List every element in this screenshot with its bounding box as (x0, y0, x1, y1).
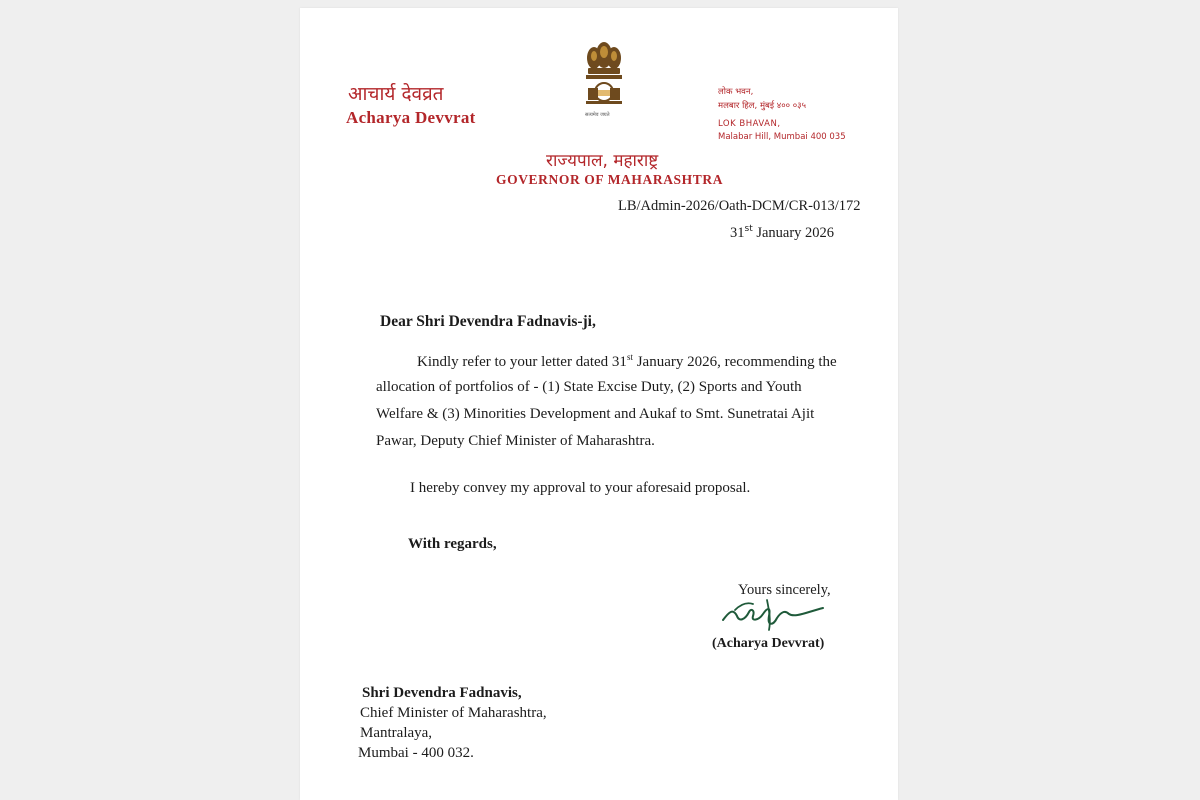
recipient-designation: Chief Minister of Maharashtra, (360, 705, 547, 721)
para1-end: January 2026, recommending the (632, 354, 837, 370)
para1-sup: st (626, 352, 633, 362)
date-month-year: January 2026 (752, 224, 835, 241)
closing: With regards, (408, 536, 497, 552)
recipient-name: Shri Devendra Fadnavis, (362, 685, 522, 701)
office-title-english: GOVERNOR OF MAHARASHTRA (496, 172, 724, 187)
address-hindi-line2: मलबार हिल, मुंबई ४०० ०३५ (718, 101, 806, 111)
paragraph-2: I hereby convey my approval to your aforesaid proposal. (410, 480, 751, 496)
paragraph-1-line-1 (417, 352, 837, 371)
recipient-city: Mumbai - 400 032. (358, 745, 474, 761)
sign-off: Yours sincerely, (738, 582, 831, 598)
sender-name-hindi: आचार्य देवव्रत (348, 83, 444, 105)
signatory-name: (Acharya Devvrat) (712, 636, 825, 651)
address-english-line2: Malabar Hill, Mumbai 400 035 (718, 132, 846, 142)
date-suffix: st (744, 224, 753, 234)
date-day: 31 (730, 224, 745, 241)
office-title-hindi: राज्यपाल, महाराष्ट्र (546, 151, 659, 171)
address-hindi-line1: लोक भवन, (718, 87, 754, 97)
paragraph-1-line-4: Pawar, Deputy Chief Minister of Maharashtra. (376, 433, 655, 449)
letter-date (730, 224, 834, 242)
handwritten-signature (715, 590, 827, 634)
recipient-office: Mantralaya, (360, 725, 433, 741)
para1-start: Kindly refer to your letter dated 31 (417, 354, 627, 370)
sender-name-english: Acharya Devvrat (346, 108, 476, 127)
emblem-motto: सत्यमेव जयते (585, 112, 610, 118)
state-emblem-icon (582, 40, 626, 122)
paragraph-1-line-3: Welfare & (3) Minorities Development and Aukaf to Smt. Sunetratai Ajit (376, 406, 815, 422)
paragraph-1-line-2: allocation of portfolios of - (1) State Excise Duty, (2) Sports and Youth (376, 379, 802, 395)
address-english-line1: LOK BHAVAN, (718, 119, 781, 129)
letter-page (300, 8, 898, 800)
salutation: Dear Shri Devendra Fadnavis-ji, (380, 313, 596, 330)
reference-number: LB/Admin-2026/Oath-DCM/CR-013/172 (618, 198, 861, 214)
